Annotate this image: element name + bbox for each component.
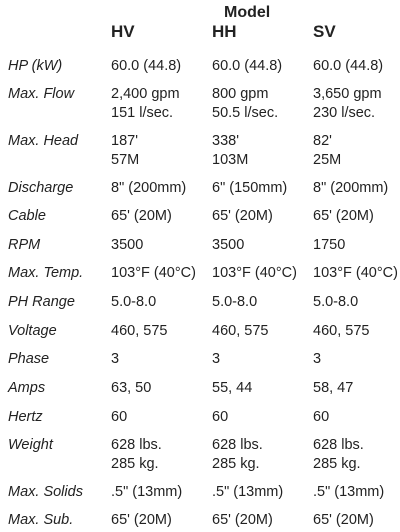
- row-label: HP (kW): [8, 58, 63, 74]
- cell-hh: 338' 103M: [212, 133, 249, 168]
- cell-sv: .5" (13mm): [313, 484, 385, 500]
- cell-hv: 8" (200mm): [111, 180, 187, 196]
- cell-hh: 3: [212, 351, 221, 367]
- cell-hv: 60.0 (44.8): [111, 58, 182, 74]
- cell-hv: 63, 50: [111, 380, 152, 396]
- cell-hv: 60: [111, 409, 128, 425]
- cell-hh: 103°F (40°C): [212, 265, 297, 281]
- cell-hh: 65' (20M): [212, 208, 273, 224]
- cell-hh: 6" (150mm): [212, 180, 288, 196]
- cell-sv: 65' (20M): [313, 512, 374, 528]
- cell-hv: .5" (13mm): [111, 484, 183, 500]
- cell-sv: 628 lbs. 285 kg.: [313, 437, 364, 472]
- cell-hh: 800 gpm 50.5 l/sec.: [212, 86, 279, 121]
- column-header-sv: SV: [313, 22, 336, 41]
- row-label: Cable: [8, 208, 46, 224]
- cell-hv: 460, 575: [111, 323, 168, 339]
- row-label: Max. Temp.: [8, 265, 84, 281]
- column-header-hv: HV: [111, 22, 135, 41]
- cell-hh: 65' (20M): [212, 512, 273, 528]
- cell-hv: 187' 57M: [111, 133, 140, 168]
- cell-hv: 3: [111, 351, 120, 367]
- cell-hv: 2,400 gpm 151 l/sec.: [111, 86, 180, 121]
- row-label: Discharge: [8, 180, 74, 196]
- cell-hv: 65' (20M): [111, 208, 172, 224]
- row-label: Max. Flow: [8, 86, 75, 102]
- cell-hv: 628 lbs. 285 kg.: [111, 437, 162, 472]
- row-label: Max. Sub.: [8, 512, 74, 528]
- cell-hh: 628 lbs. 285 kg.: [212, 437, 263, 472]
- cell-sv: 65' (20M): [313, 208, 374, 224]
- cell-hv: 5.0-8.0: [111, 294, 157, 310]
- cell-sv: 60.0 (44.8): [313, 58, 384, 74]
- cell-hh: 460, 575: [212, 323, 269, 339]
- cell-sv: 460, 575: [313, 323, 370, 339]
- row-label: Weight: [8, 437, 53, 453]
- cell-sv: 82' 25M: [313, 133, 342, 168]
- row-label: Phase: [8, 351, 50, 367]
- cell-sv: 103°F (40°C): [313, 265, 398, 281]
- cell-hv: 103°F (40°C): [111, 265, 196, 281]
- cell-hh: 5.0-8.0: [212, 294, 258, 310]
- cell-sv: 58, 47: [313, 380, 354, 396]
- row-label: Max. Solids: [8, 484, 83, 500]
- cell-hv: 3500: [111, 237, 144, 253]
- column-header-hh: HH: [212, 22, 237, 41]
- row-label: Max. Head: [8, 133, 79, 149]
- row-label: PH Range: [8, 294, 75, 310]
- cell-hh: 60: [212, 409, 229, 425]
- cell-sv: 5.0-8.0: [313, 294, 359, 310]
- cell-sv: 60: [313, 409, 330, 425]
- row-label: Hertz: [8, 409, 43, 425]
- row-label: Amps: [8, 380, 46, 396]
- cell-sv: 3,650 gpm 230 l/sec.: [313, 86, 382, 121]
- cell-sv: 3: [313, 351, 322, 367]
- cell-sv: 8" (200mm): [313, 180, 389, 196]
- cell-sv: 1750: [313, 237, 346, 253]
- cell-hh: 55, 44: [212, 380, 253, 396]
- cell-hh: 3500: [212, 237, 245, 253]
- cell-hh: .5" (13mm): [212, 484, 284, 500]
- row-label: RPM: [8, 237, 41, 253]
- model-group-heading: Model: [224, 4, 271, 21]
- cell-hv: 65' (20M): [111, 512, 172, 528]
- cell-hh: 60.0 (44.8): [212, 58, 283, 74]
- row-label: Voltage: [8, 323, 57, 339]
